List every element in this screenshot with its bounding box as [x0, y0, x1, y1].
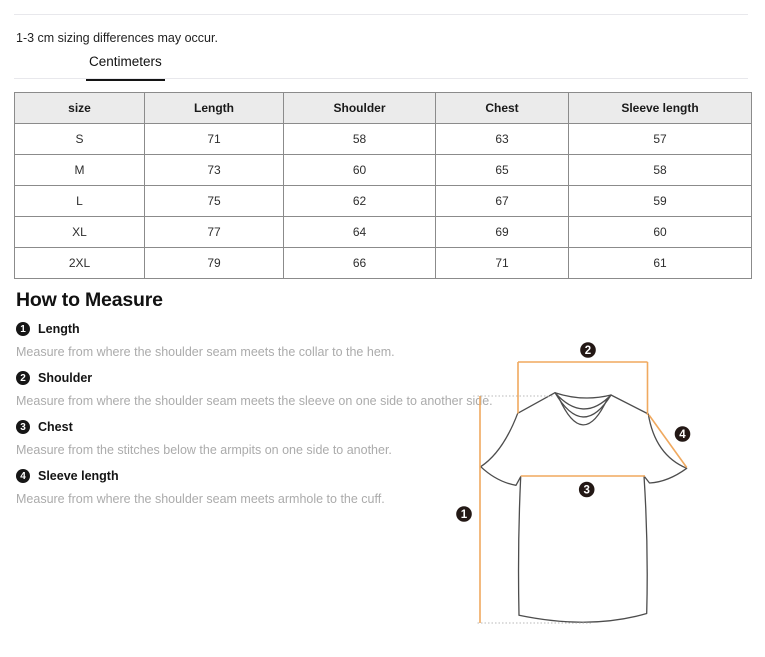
sleeve-cell: 57 [569, 124, 752, 155]
measure-list [16, 322, 493, 518]
measure-description: Measure from the stitches below the armpits on one side to another. [16, 443, 392, 457]
top-divider [14, 14, 748, 15]
svg-text:2: 2 [584, 345, 592, 357]
size-cell: 2XL [15, 248, 145, 279]
length-cell: 75 [145, 186, 284, 217]
measure-item-sleeve-length [16, 469, 486, 506]
measure-number-badge-3: 3 [16, 420, 30, 434]
shoulder-cell: 60 [284, 155, 436, 186]
measure-label: Length [38, 322, 80, 336]
size-cell: L [15, 186, 145, 217]
chest-cell: 67 [436, 186, 569, 217]
tshirt-outline [481, 393, 687, 623]
tab-centimeters[interactable]: Centimeters [86, 54, 165, 81]
measure-number-badge-1: 1 [16, 322, 30, 336]
table-row [15, 186, 752, 217]
length-cell: 73 [145, 155, 284, 186]
sizing-note: 1-3 cm sizing differences may occur. [16, 31, 218, 45]
shoulder-cell: 64 [284, 217, 436, 248]
svg-text:4: 4 [679, 429, 686, 441]
table-row [15, 155, 752, 186]
length-cell: 77 [145, 217, 284, 248]
measure-description: Measure from where the shoulder seam meets the sleeve on one side to another side. [16, 394, 493, 408]
column-header-sleeve-length: Sleeve length [569, 93, 752, 124]
shoulder-cell: 58 [284, 124, 436, 155]
shoulder-cell: 66 [284, 248, 436, 279]
how-to-measure-title: How to Measure [16, 289, 163, 311]
svg-text:1: 1 [460, 509, 468, 521]
chest-cell: 65 [436, 155, 569, 186]
column-header-length: Length [145, 93, 284, 124]
measure-item-length [16, 322, 486, 359]
measure-item-chest [16, 420, 486, 457]
column-header-shoulder: Shoulder [284, 93, 436, 124]
diagram-marker-1 [456, 506, 472, 522]
measure-item-shoulder [16, 371, 493, 408]
shoulder-cell: 62 [284, 186, 436, 217]
sleeve-cell: 58 [569, 155, 752, 186]
size-chart-table [14, 92, 752, 279]
measure-number-badge-4: 4 [16, 469, 30, 483]
table-row [15, 124, 752, 155]
diagram-marker-3 [579, 482, 595, 498]
length-cell: 71 [145, 124, 284, 155]
svg-text:3: 3 [583, 484, 590, 497]
sleeve-cell: 59 [569, 186, 752, 217]
measure-description: Measure from where the shoulder seam meets armhole to the cuff. [16, 492, 385, 506]
table-header-row [15, 93, 752, 124]
tshirt-diagram [440, 330, 765, 657]
column-header-chest: Chest [436, 93, 569, 124]
size-cell: M [15, 155, 145, 186]
chest-cell: 71 [436, 248, 569, 279]
table-row [15, 217, 752, 248]
size-cell: XL [15, 217, 145, 248]
measure-number-badge-2: 2 [16, 371, 30, 385]
measure-label: Shoulder [38, 371, 93, 385]
diagram-marker-4 [675, 426, 691, 442]
column-header-size: size [15, 93, 145, 124]
diagram-marker-2 [580, 342, 596, 358]
measure-label: Chest [38, 420, 73, 434]
tabbar-divider [14, 78, 748, 79]
chest-cell: 69 [436, 217, 569, 248]
sleeve-cell: 61 [569, 248, 752, 279]
length-cell: 79 [145, 248, 284, 279]
sleeve-cell: 60 [569, 217, 752, 248]
table-row [15, 248, 752, 279]
chest-cell: 63 [436, 124, 569, 155]
measure-description: Measure from where the shoulder seam meets the collar to the hem. [16, 345, 395, 359]
size-cell: S [15, 124, 145, 155]
measure-label: Sleeve length [38, 469, 119, 483]
